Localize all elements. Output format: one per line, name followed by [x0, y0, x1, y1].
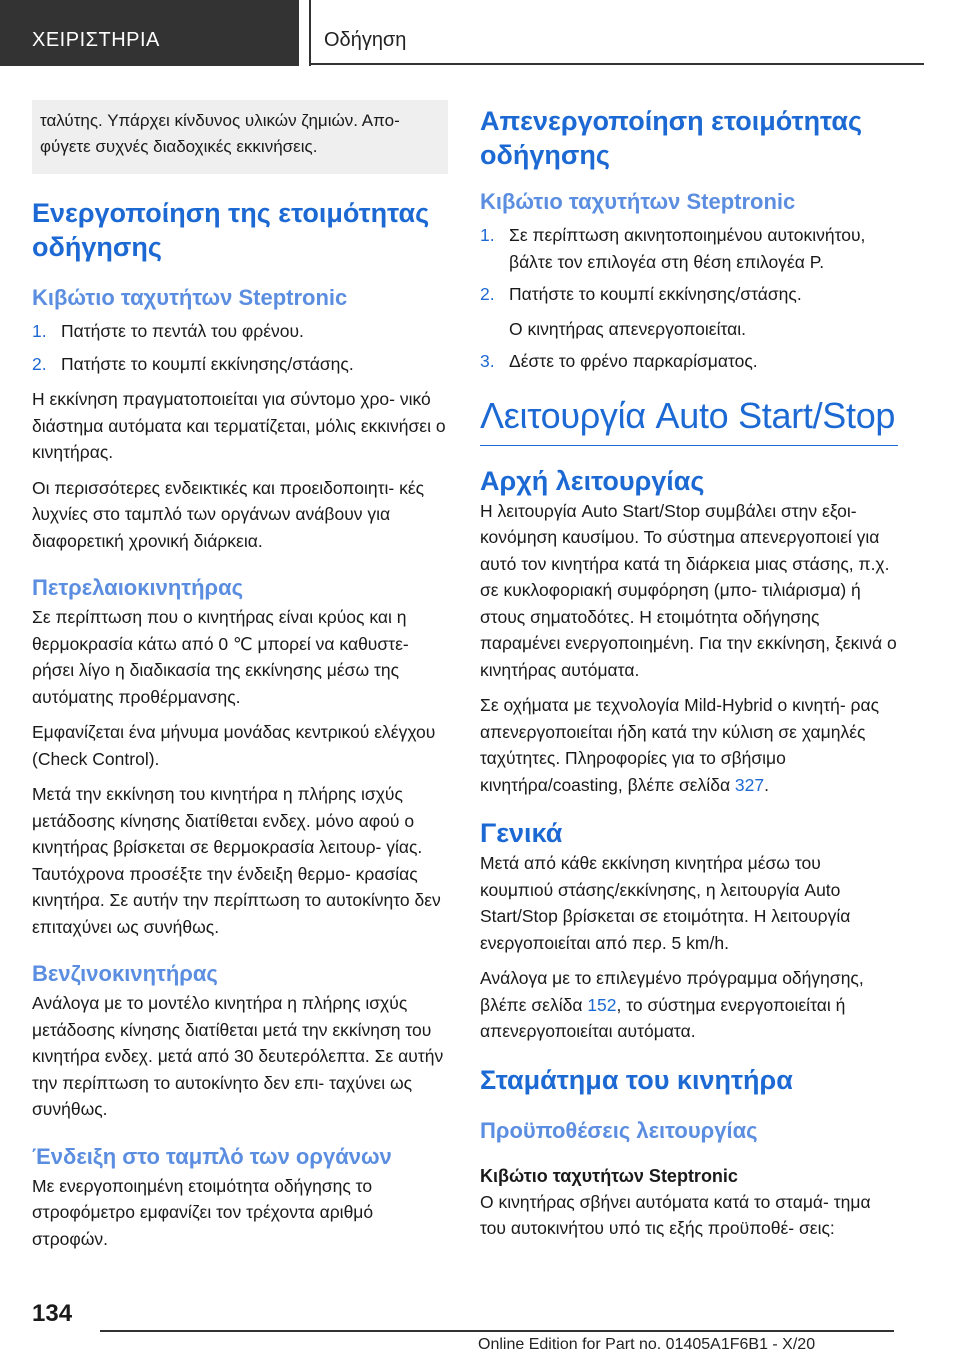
- page-number: 134: [32, 1300, 73, 1327]
- heading-auto-start-stop: Λειτουργία Auto Start/Stop: [480, 395, 898, 446]
- list-item: 3. Δέστε το φρένο παρκαρίσματος.: [480, 351, 758, 371]
- page-header: [0, 0, 960, 66]
- deactivation-steps-cont: [480, 348, 898, 375]
- paragraph: Με ενεργοποιημένη ετοιμότητα οδήγησης το στροφόμετρο εμφανίζει τον τρέχοντα αριθμό στροφών.: [32, 1175, 374, 1249]
- list-item: 1. Σε περίπτωση ακινητοποιημένου αυτοκινήτου, βάλτε τον επιλογέα στη θέση επιλογέα P.: [480, 225, 866, 272]
- paragraph: Ανάλογα με το μοντέλο κινητήρα η πλήρης ισχύς μετάδοσης κίνησης διατίθεται μετά την εκκίνηση του κινητήρα ενδεχ. μετά από 30 δευτερόλεπτα. Σε αυτήν την περίπτωση το αυτοκίνητο δεν επι‑ ταχύνει ως συνήθως.: [32, 993, 444, 1119]
- paragraph: Η λειτουργία Auto Start/Stop συμβάλει στην εξοι‑ κονόμηση καυσίμου. Το σύστημα απενεργοποιεί για αυτό τον κινητήρα κατά τη διάρκεια μιας στάσης, π.χ. σε κυκλοφοριακή συμφόρηση (μπο‑ τιλιάρισμα) ή στους σηματοδότες. Η ετοιμότητα οδήγησης παραμένει ενεργοποιημένη. Για την εκκίνηση, ξεκινά ο κινητήρας αυτόματα.: [480, 500, 897, 680]
- heading-activation: Ενεργοποίηση της ετοιμότητας οδήγησης: [32, 198, 430, 262]
- chapter-title: Οδήγηση: [324, 29, 407, 51]
- edition-note: Online Edition for Part no. 01405A1F6B1 - X/20: [478, 1336, 816, 1353]
- paragraph: Ο κινητήρας σβήνει αυτόματα κατά το σταμά‑ τημα του αυτοκινήτου υπό τις εξής προϋποθέ‑ σεις:: [480, 1191, 871, 1238]
- paragraph: Μετά την εκκίνηση του κινητήρα η πλήρης ισχύς μετάδοσης κίνησης διατίθεται ενδεχ. μόνο αφού ο κινητήρας βρίσκεται σε θερμοκρασία λειτουρ‑ γίας. Ταυτόχρονα προσέξτε την ένδειξη θερμο‑ κρασίας κινητήρα. Σε αυτήν την περίπτωση το αυτοκίνητο δεν επιταχύνει ως συνήθως.: [32, 784, 441, 937]
- deactivation-steps: [480, 222, 898, 308]
- heading-steptronic: Κιβώτιο ταχυτήτων Steptronic: [480, 189, 796, 214]
- list-item: 2. Πατήστε το κουμπί εκκίνησης/στάσης.: [480, 284, 802, 304]
- warning-text: ταλύτης. Υπάρχει κίνδυνος υλικών ζημιών. Απο‑ φύγετε συχνές διαδοχικές εκκινήσεις.: [40, 111, 400, 156]
- section-tab: ΧΕΙΡΙΣΤΗΡΙΑ: [0, 0, 299, 66]
- page-link-152[interactable]: 152: [587, 994, 617, 1015]
- header-divider: [309, 0, 311, 66]
- heading-diesel: Πετρελαιοκινητήρας: [32, 575, 244, 600]
- left-column: [32, 188, 452, 1252]
- paragraph: Οι περισσότερες ενδεικτικές και προειδοποιητι‑ κές λυχνίες στο ταμπλό των οργάνων ανάβουν για διαφορετική χρονική διάρκεια.: [32, 477, 425, 551]
- step-result: Ο κινητήρας απενεργοποιείται.: [509, 318, 747, 339]
- heading-instrument-display: Ένδειξη στο ταμπλό των οργάνων: [32, 1143, 392, 1169]
- paragraph: Μετά από κάθε εκκίνηση κινητήρα μέσω του κουμπιού στάσης/εκκίνησης, η λειτουργία Auto Start/Stop βρίσκεται σε ετοιμότητα. Η λειτουργία ενεργοποιείται από περ. 5 km/h.: [480, 853, 851, 953]
- warning-box: [32, 100, 448, 174]
- heading-petrol: Βενζινοκινητήρας: [32, 961, 218, 986]
- paragraph: Σε περίπτωση που ο κινητήρας είναι κρύος και η θερμοκρασία κάτω από 0 ℃ μπορεί να καθυστε‑ ρήσει λίγο η διαδικασία της εκκίνησης μέσω της αυτόματης προθέρμανσης.: [32, 607, 409, 707]
- heading-engine-stop: Σταμάτημα του κινητήρα: [480, 1064, 793, 1095]
- activation-steps: [32, 318, 452, 377]
- heading-general: Γενικά: [480, 818, 563, 848]
- heading-principle: Αρχή λειτουργίας: [480, 465, 705, 496]
- heading-steptronic: Κιβώτιο ταχυτήτων Steptronic: [32, 285, 348, 310]
- paragraph: Η εκκίνηση πραγματοποιείται για σύντομο χρο‑ νικό διάστημα αυτόματα και τερματίζεται, μόλις εκκινήσει ο κινητήρας.: [32, 389, 446, 462]
- right-column: [480, 100, 898, 1242]
- footer-rule: [100, 1330, 894, 1332]
- paragraph: Ανάλογα με το επιλεγμένο πρόγραμμα οδήγησης, βλέπε σελίδα 152, το σύστημα ενεργοποιείται ή απενεργοποιείται αυτόματα.: [480, 968, 864, 1041]
- paragraph: Σε οχήματα με τεχνολογία Mild-Hybrid ο κινητή‑ ρας απενεργοποιείται ήδη κατά την κύλιση σε χαμηλές ταχύτητες. Πληροφορίες για το σβήσιμο κινητήρα/coasting, βλέπε σελίδα 327.: [480, 695, 880, 795]
- heading-prerequisites: Προϋποθέσεις λειτουργίας: [480, 1117, 758, 1143]
- list-item: 1. Πατήστε το πεντάλ του φρένου.: [32, 321, 304, 341]
- heading-deactivation: Απενεργοποίηση ετοιμότητας οδήγησης: [480, 106, 862, 170]
- header-rule: [309, 63, 924, 65]
- heading-steptronic-small: Κιβώτιο ταχυτήτων Steptronic: [480, 1165, 738, 1186]
- page-link-327[interactable]: 327: [734, 774, 765, 795]
- paragraph: Εμφανίζεται ένα μήνυμα μονάδας κεντρικού ελέγχου (Check Control).: [32, 722, 436, 769]
- list-item: 2. Πατήστε το κουμπί εκκίνησης/στάσης.: [32, 353, 354, 374]
